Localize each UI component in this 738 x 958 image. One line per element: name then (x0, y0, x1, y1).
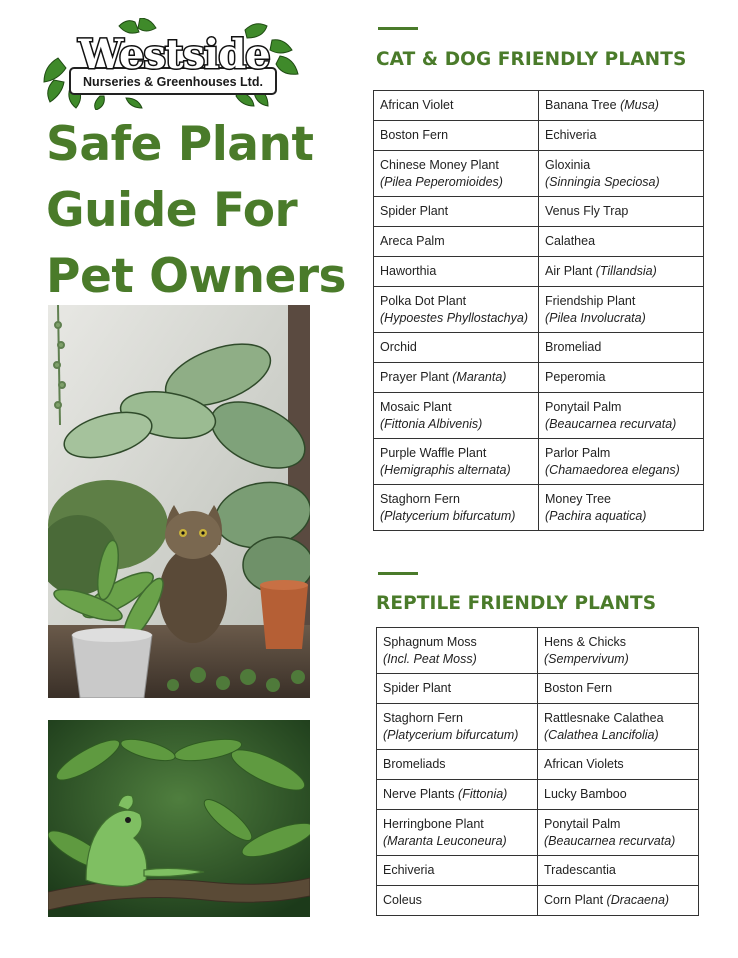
table-cell (539, 257, 704, 287)
plant-common-name: Prayer Plant (380, 370, 453, 385)
plant-scientific-name: (Platycerium bifurcatum) (383, 727, 519, 742)
table-cell (538, 810, 699, 856)
logo-brand: Westside (78, 31, 270, 78)
plant-scientific-name: (Sinningia Speciosa) (545, 174, 660, 189)
plant-common-name: Echiveria (545, 128, 597, 143)
plant-scientific-name: (Hemigraphis alternata) (380, 462, 511, 477)
table-row (374, 439, 704, 485)
plant-common-name: African Violet (380, 98, 454, 113)
plant-common-name: Orchid (380, 340, 417, 355)
plant-common-name: Boston Fern (380, 128, 449, 143)
table-cell (374, 227, 539, 257)
table-row (377, 750, 699, 780)
table-row (374, 197, 704, 227)
plant-common-name: Haworthia (380, 264, 437, 279)
table-cell (377, 780, 538, 810)
plant-scientific-name: (Hypoestes Phyllostachya) (380, 310, 528, 325)
table-cell (377, 856, 538, 886)
plant-common-name: Ponytail Palm (544, 817, 621, 831)
table-cell (377, 704, 538, 750)
reptile-heading: REPTILE FRIENDLY PLANTS (376, 593, 657, 614)
table-cell (538, 674, 699, 704)
plant-common-name: Mosaic Plant (380, 400, 452, 414)
table-cell (374, 485, 539, 531)
plant-common-name: Rattlesnake Calathea (544, 711, 664, 725)
table-cell (539, 333, 704, 363)
reptile-plant-table (376, 627, 699, 916)
westside-logo (40, 18, 302, 110)
table-cell (539, 197, 704, 227)
plant-scientific-name: (Platycerium bifurcatum) (380, 508, 516, 523)
plant-common-name: Staghorn Fern (383, 711, 463, 725)
plant-common-name: Sphagnum Moss (383, 635, 477, 649)
table-cell (377, 886, 538, 916)
table-row (374, 393, 704, 439)
table-cell (538, 856, 699, 886)
table-cell (374, 91, 539, 121)
table-row (377, 628, 699, 674)
plant-common-name: Hens & Chicks (544, 635, 626, 649)
plant-scientific-name: (Incl. Peat Moss) (383, 651, 477, 666)
plant-scientific-name: (Pilea Involucrata) (545, 310, 646, 325)
table-cell (538, 628, 699, 674)
table-row (374, 257, 704, 287)
table-cell (539, 485, 704, 531)
table-row (374, 333, 704, 363)
page-title (46, 112, 356, 310)
plant-scientific-name: (Calathea Lancifolia) (544, 727, 659, 742)
table-row (377, 780, 699, 810)
plant-scientific-name: (Fittonia) (458, 787, 508, 802)
table-cell (374, 197, 539, 227)
plant-common-name: Tradescantia (544, 863, 616, 878)
table-cell (538, 886, 699, 916)
table-row (377, 674, 699, 704)
plant-scientific-name: (Musa) (620, 98, 659, 113)
plant-scientific-name: (Tillandsia) (595, 264, 657, 279)
table-row (374, 121, 704, 151)
plant-common-name: Venus Fly Trap (545, 204, 629, 219)
table-cell (539, 439, 704, 485)
plant-common-name: Spider Plant (380, 204, 449, 219)
table-row (374, 151, 704, 197)
cat-dog-plant-table (373, 90, 704, 531)
plant-scientific-name: (Maranta Leuconeura) (383, 833, 507, 848)
table-cell (539, 227, 704, 257)
plant-common-name: Purple Waffle Plant (380, 446, 487, 460)
plant-common-name: Air Plant (545, 264, 596, 279)
table-cell (374, 287, 539, 333)
table-row (377, 810, 699, 856)
cat-with-plants-photo (48, 305, 310, 698)
table-row (374, 91, 704, 121)
table-cell (377, 750, 538, 780)
plant-common-name: Friendship Plant (545, 294, 636, 308)
plant-common-name: Ponytail Palm (545, 400, 622, 414)
plant-common-name: Echiveria (383, 863, 435, 878)
plant-common-name: Staghorn Fern (380, 492, 460, 506)
table-cell (539, 287, 704, 333)
table-row (374, 485, 704, 531)
plant-common-name: Coleus (383, 893, 422, 908)
plant-common-name: Spider Plant (383, 681, 452, 696)
plant-common-name: Herringbone Plant (383, 817, 484, 831)
section-rule-cat-dog (378, 27, 418, 30)
plant-common-name: Areca Palm (380, 234, 445, 249)
table-cell (374, 151, 539, 197)
table-cell (374, 363, 539, 393)
section-rule-reptile (378, 572, 418, 575)
plant-common-name: Lucky Bamboo (544, 787, 627, 802)
table-cell (374, 439, 539, 485)
table-cell (539, 393, 704, 439)
table-cell (377, 810, 538, 856)
table-cell (374, 257, 539, 287)
plant-scientific-name: (Maranta) (452, 370, 507, 385)
table-cell (539, 91, 704, 121)
table-cell (538, 780, 699, 810)
plant-common-name: Bromeliads (383, 757, 446, 772)
lizard-in-ferns-photo (48, 720, 310, 917)
title-line-1: Safe Plant (46, 117, 314, 172)
table-row (377, 886, 699, 916)
table-cell (377, 628, 538, 674)
plant-common-name: Boston Fern (544, 681, 613, 696)
table-row (374, 287, 704, 333)
table-cell (539, 151, 704, 197)
table-cell (374, 333, 539, 363)
plant-common-name: Bromeliad (545, 340, 602, 355)
cat-dog-heading: CAT & DOG FRIENDLY PLANTS (376, 49, 687, 70)
plant-common-name: African Violets (544, 757, 624, 772)
plant-common-name: Money Tree (545, 492, 612, 506)
table-cell (538, 704, 699, 750)
plant-common-name: Gloxinia (545, 158, 591, 172)
plant-scientific-name: (Dracaena) (606, 893, 670, 908)
plant-scientific-name: (Fittonia Albivenis) (380, 416, 483, 431)
table-row (374, 227, 704, 257)
plant-common-name: Parlor Palm (545, 446, 611, 460)
title-line-2: Guide For (46, 183, 298, 238)
plant-common-name: Peperomia (545, 370, 606, 385)
table-cell (374, 393, 539, 439)
table-cell (538, 750, 699, 780)
table-cell (377, 674, 538, 704)
table-row (377, 856, 699, 886)
plant-common-name: Nerve Plants (383, 787, 459, 802)
table-cell (374, 121, 539, 151)
plant-scientific-name: (Sempervivum) (544, 651, 629, 666)
plant-common-name: Polka Dot Plant (380, 294, 467, 308)
plant-common-name: Chinese Money Plant (380, 158, 499, 172)
plant-scientific-name: (Chamaedorea elegans) (545, 462, 680, 477)
plant-scientific-name: (Pilea Peperomioides) (380, 174, 503, 189)
table-cell (539, 121, 704, 151)
plant-scientific-name: (Beaucarnea recurvata) (545, 416, 677, 431)
table-row (374, 363, 704, 393)
table-cell (539, 363, 704, 393)
plant-common-name: Banana Tree (545, 98, 621, 113)
logo-tagline: Nurseries & Greenhouses Ltd. (83, 75, 263, 89)
plant-common-name: Corn Plant (544, 893, 607, 908)
plant-scientific-name: (Beaucarnea recurvata) (544, 833, 676, 848)
table-row (377, 704, 699, 750)
title-line-3: Pet Owners (46, 249, 347, 304)
plant-common-name: Calathea (545, 234, 596, 249)
plant-scientific-name: (Pachira aquatica) (545, 508, 647, 523)
